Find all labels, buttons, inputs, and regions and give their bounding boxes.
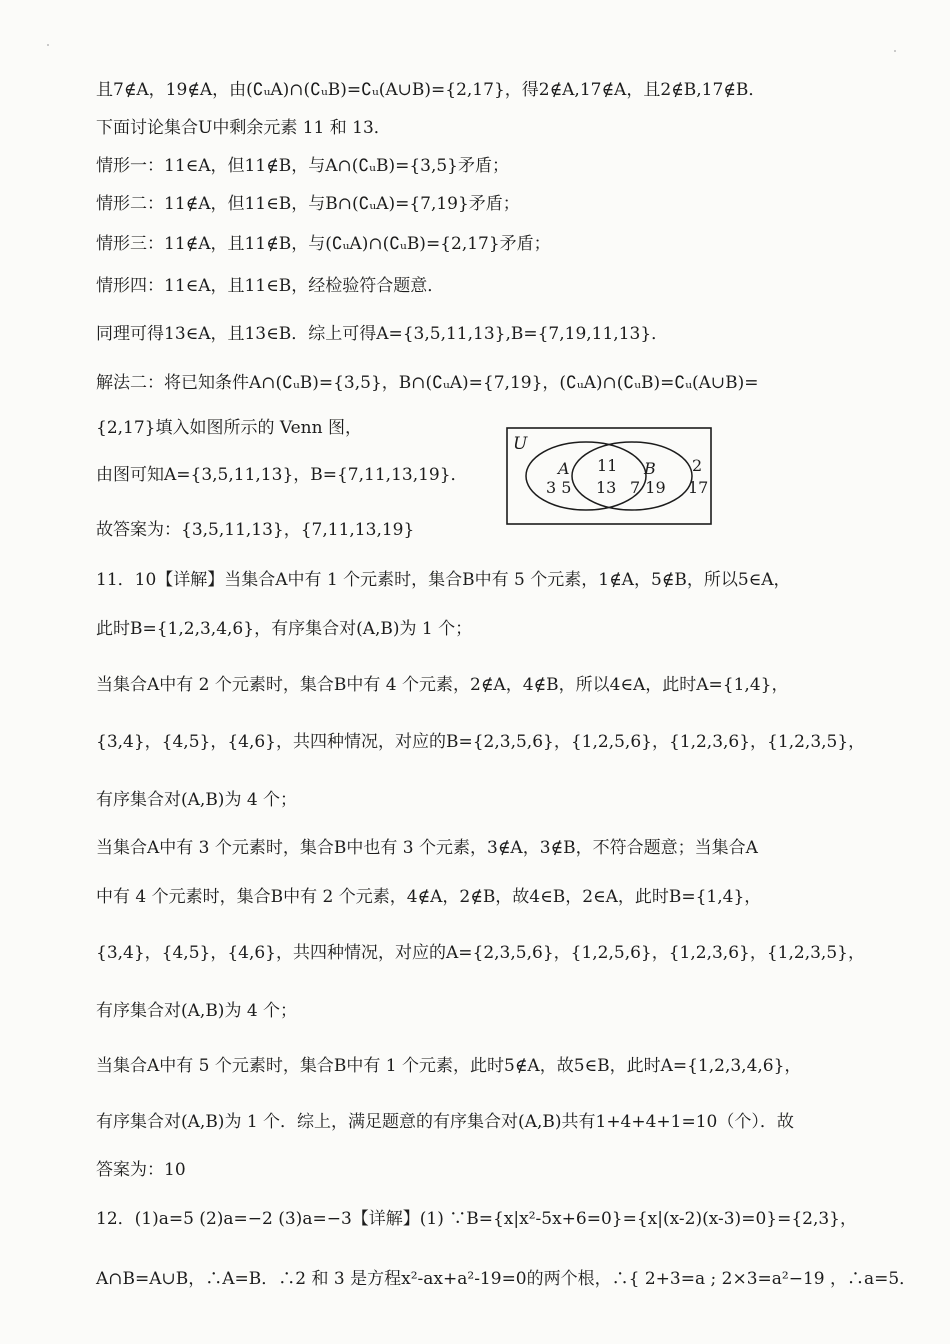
intersection-top: 11 [597,456,618,475]
text-line-16: 有序集合对(A,B)为 4 个； [96,790,298,810]
text-line-1: 且7∉A，19∉A，由(∁ᵤA)∩(∁ᵤB)=∁ᵤ(A∪B)={2,17}，得2∉A,17∉A，且2∉B,17∉B． [96,80,766,100]
only-a-elements: 3 5 [546,478,572,497]
text-line-17: 当集合A中有 3 个元素时，集合B中也有 3 个元素，3∉A，3∉B，不符合题意；当集合A [96,838,758,858]
text-line-13: 此时B={1,2,3,4,6}，有序集合对(A,B)为 1 个； [96,619,473,639]
text-line-7: 同理可得13∈A，且13∈B．综上可得A={3,5,11,13},B={7,19,11,13}． [96,324,669,344]
text-line-14: 当集合A中有 2 个元素时，集合B中有 4 个元素，2∉A，4∉B，所以4∈A，此时A={1,4}， [96,675,789,695]
universe-label: U [513,434,528,454]
text-line-10: 由图可知A={3,5,11,13}，B={7,11,13,19}． [96,465,468,485]
text-line-11: 故答案为：{3,5,11,13}，{7,11,13,19} [96,520,415,540]
set-a-ellipse [526,442,646,510]
text-line-8: 解法二：将已知条件A∩(∁ᵤB)={3,5}，B∩(∁ᵤA)={7,19}，(∁ᵤA)∩(∁ᵤB)=∁ᵤ(A∪B)= [96,373,759,393]
text-line-6: 情形四：11∈A，且11∈B，经检验符合题意． [96,276,445,296]
text-line-22: 有序集合对(A,B)为 1 个．综上，满足题意的有序集合对(A,B)共有1+4+4+1=10（个）．故 [96,1112,794,1132]
universe-rectangle [507,428,711,524]
text-line-23: 答案为：10 [96,1160,186,1180]
outside-top: 2 [692,456,703,475]
text-line-15: {3,4}，{4,5}，{4,6}，共四种情况，对应的B={2,3,5,6}，{1,2,5,6}，{1,2,3,6}，{1,2,3,5}， [96,732,866,752]
text-line-12: 11．10【详解】当集合A中有 1 个元素时，集合B中有 5 个元素，1∉A，5∉B，所以5∈A， [96,570,791,590]
text-line-21: 当集合A中有 5 个元素时，集合B中有 1 个元素，此时5∉A，故5∈B，此时A={1,2,3,4,6}， [96,1056,802,1076]
text-line-9: {2,17}填入如图所示的 Venn 图， [96,418,362,438]
text-line-5: 情形三：11∉A，且11∉B，与(∁ᵤA)∩(∁ᵤB)={2,17}矛盾； [96,234,551,254]
text-line-25: A∩B=A∪B，∴A=B．∴2 和 3 是方程x²-ax+a²-19=0的两个根，∴{ 2+3=a ; 2×3=a²−19 ，∴a=5． [96,1269,917,1289]
intersection-bottom: 13 [596,478,617,497]
text-line-20: 有序集合对(A,B)为 4 个； [96,1001,298,1021]
outside-bottom: 17 [688,478,709,497]
venn-diagram [506,427,712,525]
scan-speck [47,44,49,46]
scan-speck [894,50,896,52]
text-line-3: 情形一：11∈A，但11∉B，与A∩(∁ᵤB)={3,5}矛盾； [96,156,509,176]
set-b-label: B [644,459,656,478]
only-b-elements: 7 19 [630,478,666,497]
text-line-19: {3,4}，{4,5}，{4,6}，共四种情况，对应的A={2,3,5,6}，{1,2,5,6}，{1,2,3,6}，{1,2,3,5}， [96,943,865,963]
text-line-18: 中有 4 个元素时，集合B中有 2 个元素，4∉A，2∉B，故4∈B，2∈A，此时B={1,4}， [96,887,762,907]
text-line-4: 情形二：11∉A，但11∈B，与B∩(∁ᵤA)={7,19}矛盾； [96,194,520,214]
set-b-ellipse [572,442,692,510]
text-line-2: 下面讨论集合U中剩余元素 11 和 13． [96,118,391,138]
text-line-24: 12．(1)a=5 (2)a=−2 (3)a=−3【详解】(1) ∵B={x|x²-5x+6=0}={x|(x-2)(x-3)=0}={2,3}， [96,1209,857,1229]
set-a-label: A [558,459,570,478]
